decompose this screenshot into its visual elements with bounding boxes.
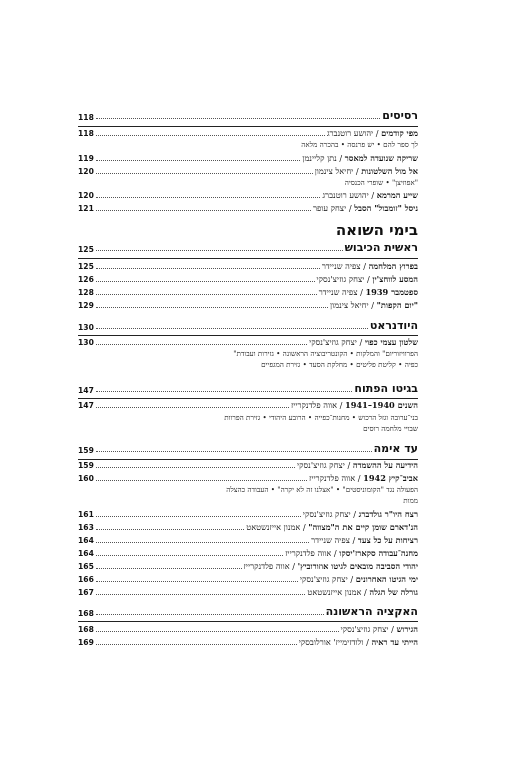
section-rule [78, 398, 418, 399]
entry-title: שלטון עצמי כפוי [364, 337, 418, 347]
entry-title: גורלה של הגלה [369, 587, 418, 597]
toc-entry: שלטון עצמי כפוי / יצחק גוזיצ'נסקי 130 [78, 337, 418, 347]
leader-dots [96, 644, 297, 645]
leader-dots [96, 250, 343, 251]
leader-dots [96, 173, 313, 174]
page-number: 126 [78, 275, 94, 284]
page-number: 118 [78, 113, 94, 122]
page-number: 120 [78, 191, 94, 200]
entry-author: יצחק גוזיצ'נסקי [316, 274, 365, 284]
entry-title: הגירוש [396, 624, 418, 634]
toc-entry: רצח היו"ר גולדברג / יצחק גוזיצ'נסקי 161 [78, 509, 418, 519]
page-number: 160 [78, 474, 94, 483]
entry-author: צפיה שניידר [311, 535, 350, 545]
section-title: עד אימה [373, 442, 418, 455]
leader-dots [96, 581, 298, 582]
leader-dots [96, 160, 301, 161]
page-number: 130 [78, 323, 94, 332]
toc-entry: המסע לווחצ'ין / יצחק גוזיצ'נסקי 126 [78, 274, 418, 284]
toc-entry: מחנה־עבודה סקארז'יסקו / אווה פלדנקרייז 164 [78, 548, 418, 558]
leader-dots [96, 594, 306, 595]
leader-dots [96, 328, 368, 329]
leader-dots [96, 529, 244, 530]
section-rule [78, 126, 418, 127]
leader-dots [96, 614, 324, 615]
entry-title: הייתי עד ראיה [371, 637, 418, 647]
entry-author: אווה פלדנקרייז [290, 400, 338, 410]
toc-entry: הייתי עד ראיה / ולודזימייז' אורלובסקי 169 [78, 637, 418, 647]
entry-author: יצחק גוזיצ'נסקי [302, 509, 351, 519]
entry-author: אווה פלדנקרייז [243, 561, 290, 571]
leader-dots [96, 467, 295, 468]
page-number: 166 [78, 575, 94, 584]
entry-author: יהושע רוטנברג [322, 190, 369, 200]
leader-dots [96, 307, 328, 308]
entry-title: השנים 1940–1941 [345, 400, 418, 410]
entry-title: אל מול השלטונות [361, 166, 418, 176]
entry-author: יצחק גוזיצ'נסקי [296, 460, 345, 470]
entry-author: אווה פלדנקרייז [285, 548, 332, 558]
entry-title: שריקה שנועדה למאסר [344, 153, 418, 163]
page-number: 169 [78, 638, 94, 647]
page-number: 129 [78, 301, 94, 310]
entry-title: רציחות על כל צעד [357, 535, 418, 545]
entry-title: מפי קודמים [381, 128, 418, 138]
entry-title: בפרוץ המלחמה [368, 261, 418, 271]
leader-dots [96, 135, 325, 136]
entry-title: הנ'דארם שומן קיים את ה"מצווה" [308, 522, 418, 532]
section-rule [78, 335, 418, 336]
entry-author: יצחק עופר [312, 203, 347, 213]
entry-author: אמנון אייזנשטאט [246, 522, 301, 532]
toc-entry: הידיעה על ההשמדה / יצחק גוזיצ'נסקי 159 [78, 460, 418, 470]
entry-title: ימי הגיטו האחרונים [355, 574, 418, 584]
page-number: 159 [78, 461, 94, 470]
leader-dots [96, 268, 320, 269]
page-number: 159 [78, 446, 94, 455]
entry-title: המסע לווחצ'ין [372, 274, 418, 284]
entry-author: אמנון אייזנשטאט [307, 587, 362, 597]
page-number: 168 [78, 625, 94, 634]
entry-author: אווה פלדנקרייז [309, 473, 356, 483]
page-number: 163 [78, 523, 94, 532]
page-number: 128 [78, 288, 94, 297]
leader-dots [96, 118, 380, 119]
entry-title: ניסל "זומבול" הסבל [354, 203, 418, 213]
leader-dots [96, 197, 321, 198]
entry-author: יצחק גוזיצ'נסקי [299, 574, 348, 584]
page-number: 125 [78, 245, 94, 254]
entry-subtopics: "אפוזיצן" • שופרי הכנסיה [344, 178, 418, 187]
entry-title: "יום הקפות" [376, 300, 418, 310]
leader-dots [96, 542, 309, 543]
leader-dots [96, 555, 283, 556]
toc-entry: רציחות על כל צעד / צפיה שניידר 164 [78, 535, 418, 545]
page-number: 121 [78, 204, 94, 213]
entry-author: יצחק גוזיצ'נסקי [309, 337, 357, 347]
toc-entry: ספטמבר 1939 / צפיה שניידר 128 [78, 287, 418, 297]
leader-dots [96, 294, 317, 295]
entry-subtopics: הפעולה נגד "הקומוניסטים" • "אצלנו זה לא יקרה" • העבודה כהצלה [226, 485, 418, 494]
leader-dots [96, 631, 339, 632]
page-number: 119 [78, 154, 94, 163]
entry-subtopics: הפרוויזוריום" והמלקות • הקונטריבוציה הראשונה • גזירות ועבודת" [233, 349, 418, 358]
page-number: 125 [78, 262, 94, 271]
entry-author: יהושע רוטנברג [326, 128, 374, 138]
leader-dots [96, 451, 372, 452]
page-number: 120 [78, 167, 94, 176]
section-heading [78, 604, 418, 618]
entry-subtopics: ממות [403, 496, 418, 505]
entry-author: יצחק גוזיצ'נסקי [340, 624, 389, 634]
section-title: האקציה הראשונה [325, 605, 418, 618]
entry-author: ולודזימייז' אורלובסקי [298, 637, 364, 647]
section-heading [78, 381, 418, 395]
leader-dots [96, 516, 301, 517]
page-number: 165 [78, 562, 94, 571]
toc-entry: גורלה של הגלה / אמנון אייזנשטאט 167 [78, 587, 418, 597]
leader-dots [96, 407, 289, 408]
entry-author: יחיאל צינמון [330, 300, 369, 310]
section-heading [78, 108, 418, 122]
toc-entry: "יום הקפות" / יחיאל צינמון 129 [78, 300, 418, 310]
toc-entry: אביב־קיץ 1942 / אווה פלדנקרייז 160 [78, 473, 418, 483]
page-number: 118 [78, 129, 94, 138]
entry-subtopics: שבויי מלחמה רוסים [363, 424, 418, 433]
part-title: בימי השואה [335, 221, 418, 239]
toc-entry: השנים 1940–1941 / אווה פלדנקרייז 147 [78, 400, 418, 410]
page-number: 147 [78, 386, 94, 395]
section-title: רסיסים [382, 109, 418, 122]
entry-author: צפיה שניידר [321, 261, 361, 271]
toc-entry: הנ'דארם שומן קיים את ה"מצווה" / אמנון אייזנשטאט 163 [78, 522, 418, 532]
page-number: 164 [78, 549, 94, 558]
section-rule [78, 258, 418, 259]
leader-dots [96, 391, 353, 392]
entry-title: יהודי הסביבה מובאים לגיטו אוזורוביץ' [297, 561, 418, 571]
toc-entry: שריקה שנועדה למאסר / נתן קליינמן 119 [78, 153, 418, 163]
leader-dots [96, 568, 242, 569]
entry-title: ספטמבר 1939 [365, 287, 418, 297]
section-heading [78, 240, 418, 254]
entry-title: הידיעה על ההשמדה [352, 460, 418, 470]
page-number: 164 [78, 536, 94, 545]
toc-entry: ימי הגיטו האחרונים / יצחק גוזיצ'נסקי 166 [78, 574, 418, 584]
section-title: היודנראט [369, 319, 418, 332]
section-title: בגיטו הפתוח [354, 382, 418, 395]
toc-entry: שייע המרמא / יהושע רוטנברג 120 [78, 190, 418, 200]
section-heading [78, 318, 418, 332]
leader-dots [96, 344, 307, 345]
leader-dots [96, 480, 307, 481]
page-number: 130 [78, 338, 94, 347]
page-number: 161 [78, 510, 94, 519]
entry-title: אביב־קיץ 1942 [363, 473, 418, 483]
entry-author: יחיאל צינמון [314, 166, 354, 176]
page-number: 167 [78, 588, 94, 597]
entry-title: שייע המרמא [376, 190, 418, 200]
leader-dots [96, 210, 311, 211]
entry-title: מחנה־עבודה סקארז'יסקו [339, 548, 418, 558]
entry-subtopics: כפיה • קליטת פליטים • מחלקת הסעד • גזירת המגפיים [261, 360, 418, 369]
toc-entry: אל מול השלטונות / יחיאל צינמון 120 [78, 166, 418, 176]
toc-entry: הגירוש / יצחק גוזיצ'נסקי 168 [78, 624, 418, 634]
entry-title: רצח היו"ר גולדברג [358, 509, 418, 519]
toc-entry: מפי קודמים / יהושע רוטנברג 118 [78, 128, 418, 138]
page-number: 168 [78, 609, 94, 618]
toc-entry: ניסל "זומבול" הסבל / יצחק עופר 121 [78, 203, 418, 213]
entry-subtopics: לך ספר להם • יש פרנסה • בהכרה מלאה [301, 140, 418, 149]
toc-entry: בפרוץ המלחמה / צפיה שניידר 125 [78, 261, 418, 271]
section-rule [78, 621, 418, 622]
entry-subtopics: בני־ערובה וגזל הרכוש • מחנות־כפייה • הרובע היהודי • גזירת הפרוות [224, 413, 418, 422]
section-title: ראשית הכיבוש [344, 241, 418, 254]
leader-dots [96, 281, 315, 282]
page-number: 147 [78, 401, 94, 410]
entry-author: צפיה שניידר [318, 287, 358, 297]
toc-entry: יהודי הסביבה מובאים לגיטו אוזורוביץ' / אווה פלדנקרייז 165 [78, 561, 418, 571]
section-heading [78, 441, 418, 455]
entry-author: נתן קליינמן [302, 153, 337, 163]
